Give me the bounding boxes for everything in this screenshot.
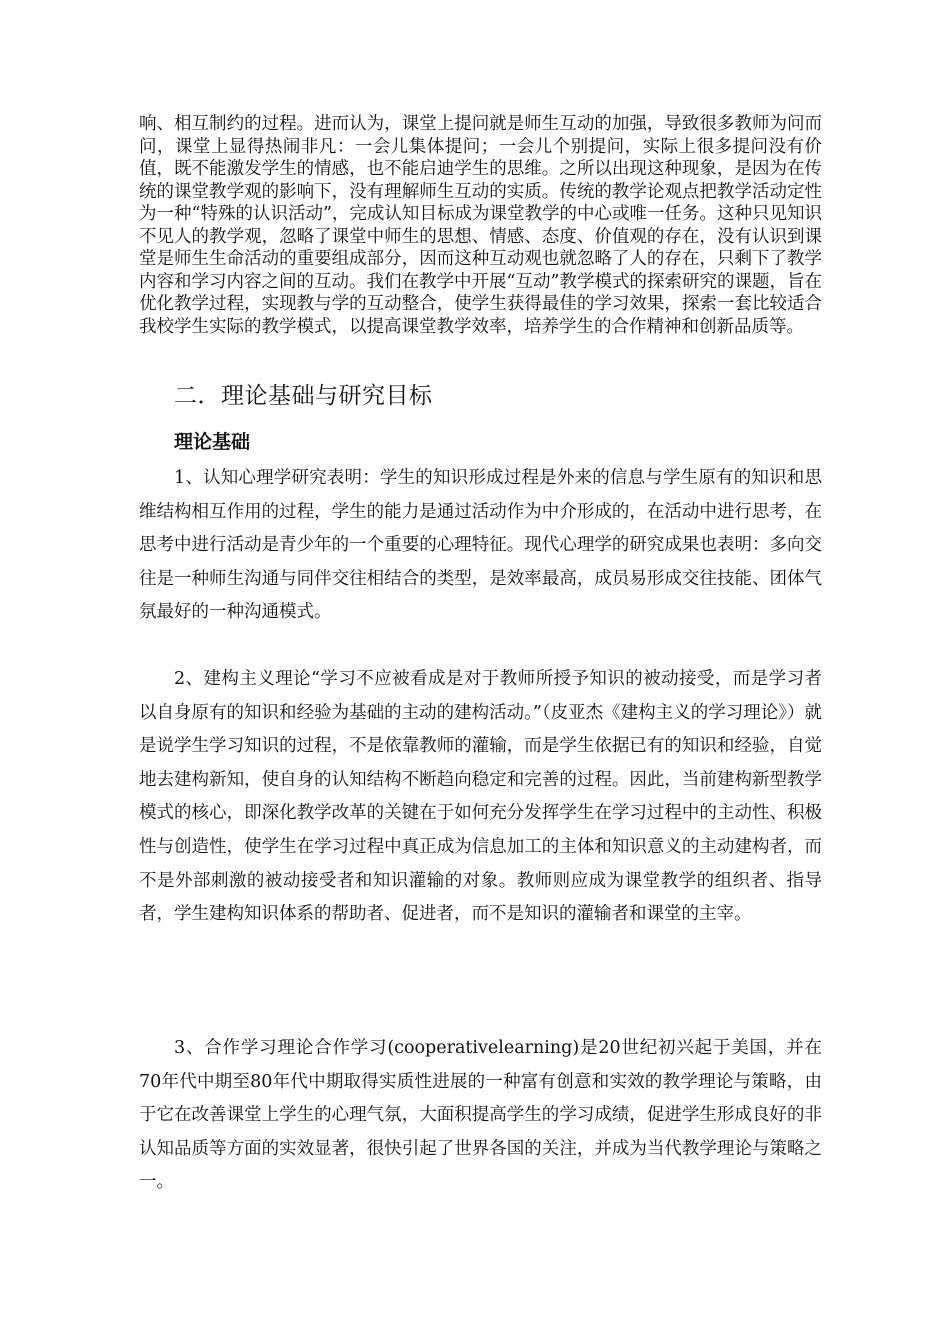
paragraph-cognitive-psychology: 1、认知心理学研究表明：学生的知识形成过程是外来的信息与学生原有的知识和思维结构相互作用的过程，学生的能力是通过活动作为中介形成的，在活动中进行思考，在思考中进行活动是青少年的一个重要的心理特征。现代心理学的研究成果也表明：多向交往是一种师生沟通与同伴交往相结合的类型，是效率最高，成员易形成交往技能、团体气氛最好的一种沟通模式。 [139, 468, 822, 623]
intro-paragraph: 响、相互制约的过程。进而认为，课堂上提问就是师生互动的加强，导致很多教师为问而问，课堂上显得热闹非凡：一会儿集体提问；一会儿个别提问，实际上很多提问没有价值，既不能激发学生的情感，也不能启迪学生的思维。之所以出现这种现象，是因为在传统的课堂教学观的影响下，没有理解师生互动的实质。传统的教学论观点把教学活动定性为一种“特殊的认识活动”，完成认知目标成为课堂教学的中心或唯一任务。这种只见知识不见人的教学观，忽略了课堂中师生的思想、情感、态度、价值观的存在，没有认识到课堂是师生生命活动的重要组成部分，因而这种互动观也就忽略了人的存在，只剩下了教学内容和学习内容之间的互动。我们在教学中开展“互动”教学模式的探索研究的课题，旨在优化教学过程，实现教与学的互动整合，使学生获得最佳的学习效果，探索一套比较适合我校学生实际的教学模式，以提高课堂教学效率，培养学生的合作精神和创新品质等。 [139, 114, 822, 337]
section-heading: 二．理论基础与研究目标 [174, 383, 433, 409]
paragraph-cooperative-learning: 3、合作学习理论合作学习(cooperativelearning)是20世纪初兴起于美国，并在70年代中期至80年代中期取得实质性进展的一种富有创意和实效的教学理论与策略，由于它在改善课堂上学生的心理气氛，大面积提高学生的学习成绩，促进学生形成良好的非认知品质等方面的实效显著，很快引起了世界各国的关注，并成为当代教学理论与策略之一。 [139, 1038, 822, 1193]
sub-heading: 理论基础 [174, 431, 251, 453]
paragraph-constructivism: 2、建构主义理论“学习不应被看成是对于教师所授予知识的被动接受，而是学习者以自身原有的知识和经验为基础的主动的建构活动。”（皮亚杰《建构主义的学习理论》）就是说学生学习知识的过程，不是依靠教师的灌输，而是学生依据已有的知识和经验，自觉地去建构新知，使自身的认知结构不断趋向稳定和完善的过程。因此，当前建构新型教学模式的核心，即深化教学改革的关键在于如何充分发挥学生在学习过程中的主动性、积极性与创造性，使学生在学习过程中真正成为信息加工的主体和知识意义的主动建构者，而不是外部刺激的被动接受者和知识灌输的对象。教师则应成为课堂教学的组织者、指导者，学生建构知识体系的帮助者、促进者，而不是知识的灌输者和课堂的主宰。 [139, 669, 822, 925]
